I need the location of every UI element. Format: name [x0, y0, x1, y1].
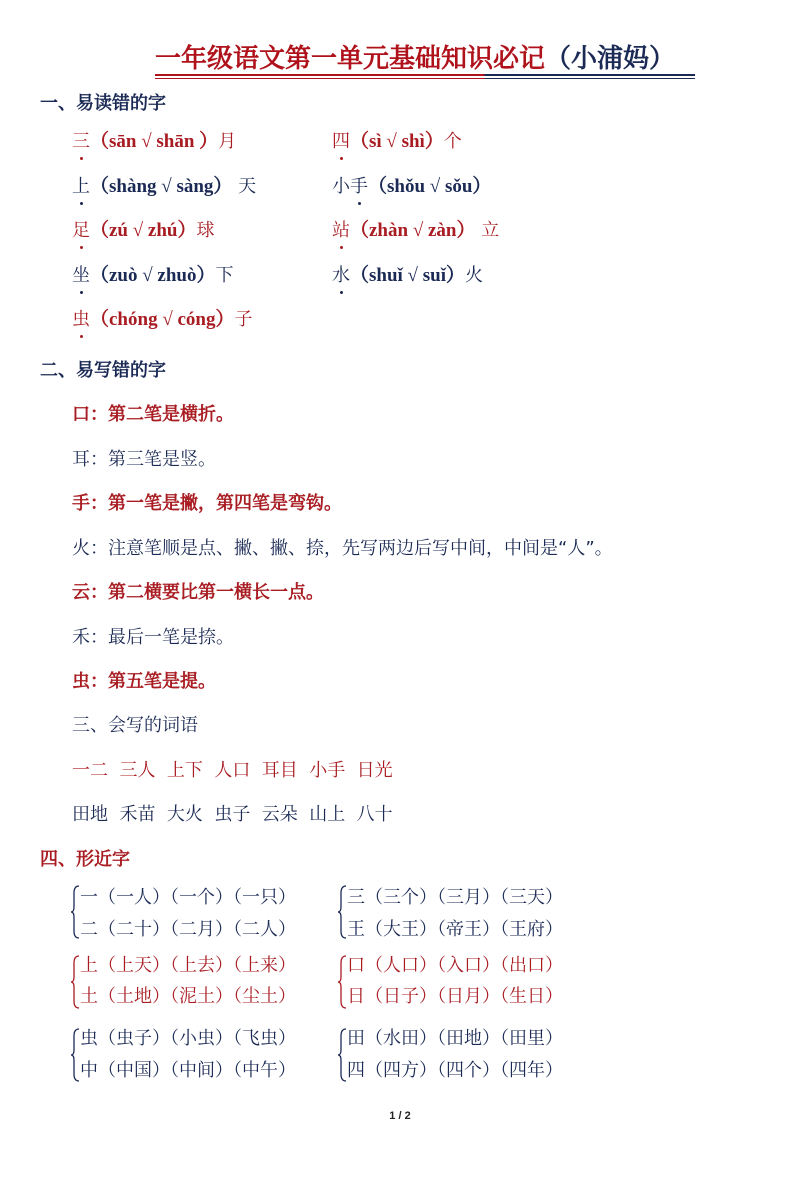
- title-author: （小浦妈）: [545, 44, 676, 74]
- miswrite-item: [72, 537, 613, 561]
- page-number: 1 / 2: [389, 1110, 411, 1122]
- pinyin: （chóng √ cóng）: [90, 309, 235, 330]
- similar-char-row: 中（中国）（中间）（中午）: [80, 1060, 296, 1081]
- word: 火: [464, 265, 483, 286]
- similar-char-row: 虫（虫子）（小虫）（飞虫）: [80, 1028, 296, 1049]
- word: 下: [215, 265, 234, 286]
- target-char: 手: [350, 176, 368, 197]
- char: 耳: [72, 449, 90, 470]
- similar-char-row: 一（一人）（一个）（一只）: [80, 887, 296, 908]
- misread-item: [72, 130, 236, 154]
- brace-icon: [337, 955, 347, 1009]
- prefix-char: 小: [332, 176, 350, 197]
- similar-char-row: 四（四方）（四个）（四年）: [347, 1060, 563, 1081]
- similar-char-row: 田（水田）（田地）（田里）: [347, 1028, 563, 1049]
- similar-char-row: 王（大王）（帝王）（王府）: [347, 919, 563, 940]
- note: ：第三笔是竖。: [90, 449, 216, 470]
- document-title: [155, 42, 695, 76]
- char: 虫: [72, 671, 90, 692]
- misread-item: [332, 219, 499, 243]
- misread-item: [72, 264, 234, 288]
- section-heading-2: 二、易写错的字: [40, 360, 166, 381]
- brace-icon: [70, 885, 80, 939]
- char: 手: [72, 493, 90, 514]
- word-list-1: 一二 三人 上下 人口 耳目 小手 日光: [72, 760, 393, 781]
- char: 火: [72, 538, 90, 559]
- target-char: 站: [332, 220, 350, 241]
- word: 球: [196, 220, 215, 241]
- section-heading-1: 一、易读错的字: [40, 93, 166, 114]
- similar-char-row: 上（上天）（上去）（上来）: [80, 955, 296, 976]
- char: 口: [72, 404, 90, 425]
- misread-item: [332, 264, 483, 288]
- target-char: 三: [72, 131, 90, 152]
- word-list-2: 田地 禾苗 大火 虫子 云朵 山上 八十: [72, 804, 393, 825]
- pinyin: （shàng √ sàng）: [90, 176, 233, 197]
- similar-char-row: 土（土地）（泥土）（尘土）: [80, 986, 296, 1007]
- pinyin: （zhàn √ zàn）: [350, 220, 476, 241]
- misread-item: [72, 175, 256, 199]
- title-underline: [155, 74, 695, 76]
- note: ：注意笔顺是点、撇、撇、捺，先写两边后写中间，中间是“人”。: [90, 538, 613, 559]
- brace-icon: [70, 955, 80, 1009]
- brace-icon: [337, 885, 347, 939]
- word: 子: [234, 309, 253, 330]
- note: ：第二横要比第一横长一点。: [90, 582, 324, 603]
- pinyin: （sān √ shān ）: [90, 131, 219, 152]
- word: 天: [232, 176, 257, 197]
- word: 个: [443, 131, 462, 152]
- word: 立: [475, 220, 500, 241]
- word: 月: [218, 131, 237, 152]
- char: 云: [72, 582, 90, 603]
- char: 禾: [72, 627, 90, 648]
- target-char: 足: [72, 220, 90, 241]
- miswrite-item: [72, 448, 216, 472]
- pinyin: （shǒu √ sǒu）: [368, 176, 492, 197]
- target-char: 四: [332, 131, 350, 152]
- similar-char-row: 二（二十）（二月）（二人）: [80, 919, 296, 940]
- pinyin: （zuò √ zhuò）: [90, 265, 216, 286]
- pinyin: （shuǐ √ suǐ）: [350, 265, 465, 286]
- target-char: 上: [72, 176, 90, 197]
- note: ：第二笔是横折。: [90, 404, 234, 425]
- similar-char-row: 日（日子）（日月）（生日）: [347, 986, 563, 1007]
- section-heading-3: 三、会写的词语: [72, 715, 198, 736]
- misread-item: [332, 175, 491, 199]
- misread-item: [332, 130, 462, 154]
- misread-item: [72, 219, 215, 243]
- note: ：最后一笔是捺。: [90, 627, 234, 648]
- note: ：第五笔是提。: [90, 671, 216, 692]
- title-main: 一年级语文第一单元基础知识必记: [155, 44, 546, 74]
- miswrite-item: [72, 626, 234, 650]
- section-heading-4: 四、形近字: [40, 849, 130, 870]
- misread-item: [72, 308, 253, 332]
- pinyin: （sì √ shì）: [350, 131, 444, 152]
- similar-char-row: 口（人口）（入口）（出口）: [347, 955, 563, 976]
- miswrite-item: [72, 670, 216, 694]
- miswrite-item: [72, 403, 234, 427]
- similar-char-row: 三（三个）（三月）（三天）: [347, 887, 563, 908]
- target-char: 虫: [72, 309, 90, 330]
- brace-icon: [70, 1028, 80, 1082]
- miswrite-item: [72, 581, 324, 605]
- brace-icon: [337, 1028, 347, 1082]
- miswrite-item: [72, 492, 342, 516]
- note: ：第一笔是撇，第四笔是弯钩。: [90, 493, 342, 514]
- target-char: 坐: [72, 265, 90, 286]
- target-char: 水: [332, 265, 350, 286]
- title-underline-thin: [155, 78, 695, 79]
- pinyin: （zú √ zhú）: [90, 220, 197, 241]
